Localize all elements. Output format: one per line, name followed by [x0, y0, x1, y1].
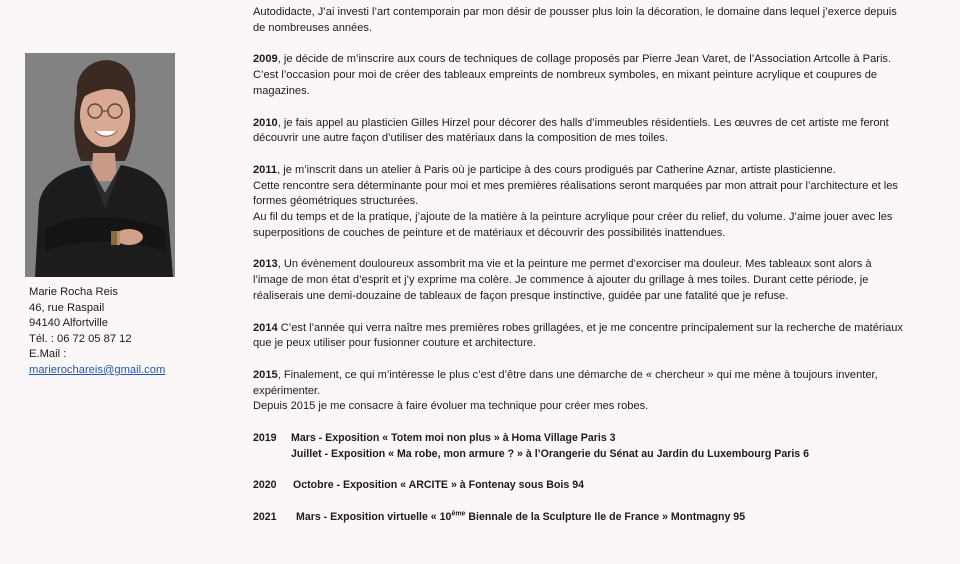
bio-entry-2011: [253, 163, 953, 242]
city-address: 94140 Alfortville: [29, 317, 108, 330]
bio-line: Cette rencontre sera déterminante pour moi et mes premières réalisations seront marquées par mon attrait pour l’architecture et les: [253, 179, 898, 192]
bio-line: l’image de mon état d’esprit et j’y exprime ma colère. Je commence à ajouter du grillage à mes toiles. Durant cette période, je: [253, 274, 869, 287]
bio-line: découvrir une autre façon d’utiliser des matériaux dans la composition de mes toiles.: [253, 132, 668, 145]
expo-year: 2019: [253, 432, 277, 445]
bio-intro-line: de nombreuses années.: [253, 21, 373, 34]
expo-row-2019: [253, 431, 953, 447]
bio-year: 2013: [253, 258, 278, 271]
bio-line: formes géométriques structurées.: [253, 195, 419, 208]
expo-line: Juillet - Exposition « Ma robe, mon armure ? » à l’Orangerie du Sénat au Jardin du Luxembourg Paris 6: [291, 447, 810, 460]
expo-year: 2021: [253, 511, 277, 524]
bio-entry-2009: [253, 52, 953, 99]
bio-line: , je m’inscrit dans un atelier à Paris où je participe à des cours prodigués par Catherine Aznar, artiste plasticienne.: [277, 163, 836, 176]
expositions-list: [253, 431, 953, 526]
bio-line: , je décide de m’inscrire aux cours de techniques de collage proposés par Pierre Jean Varet, de l’Association Artcolle à Paris.: [277, 53, 892, 66]
expo-row-2021: [253, 510, 953, 526]
bio-entry-2015: [253, 368, 953, 415]
expo-line: Mars - Exposition virtuelle « 10ème Biennale de la Sculpture Ile de France » Montmagny 95: [296, 510, 746, 524]
bio-line: réaliserais une demi-douzaine de tableaux de façon presque instinctive, guidée par une fatalité que je refuse.: [253, 289, 789, 302]
bio-entry-2014: [253, 321, 953, 352]
expo-row-2020: [253, 478, 953, 494]
bio-line: , Un évènement douloureux assombrit ma vie et la peinture me permet d’exorciser ma douleur. Mes tableaux sont alors à: [277, 258, 872, 271]
bio-line: superpositions de couches de peinture et de matériaux et découvrir des possibilités inattendues.: [253, 226, 726, 239]
street-address: 46, rue Raspail: [29, 301, 105, 314]
bio-intro-line: Autodidacte, J’ai investi l’art contemporain par mon désir de pousser plus loin la décoration, le domaine dans lequel j’exerce depuis: [253, 6, 897, 18]
bio-line: expérimenter.: [253, 384, 321, 397]
email-label: E.Mail :: [29, 348, 67, 361]
biography: [253, 5, 953, 526]
bio-line: C’est l’occasion pour moi de créer des tableaux empreints de nombreux symboles, en mixant peinture acrylique et coupures de: [253, 69, 878, 82]
portrait-photo: [25, 53, 175, 277]
bio-line: Depuis 2015 je me consacre à faire évoluer ma technique pour créer mes robes.: [253, 400, 649, 413]
bio-line: C’est l’année qui verra naître mes premières robes grillagées, et je me concentre principalement sur la recherche de matériaux: [277, 321, 903, 334]
bio-line: , Finalement, ce qui m’intéresse le plus c’est d’être dans une démarche de « chercheur » qui me mène à toujours inventer,: [277, 368, 878, 381]
expo-line: Mars - Exposition « Totem moi non plus » à Homa Village Paris 3: [291, 432, 616, 445]
bio-year: 2010: [253, 116, 278, 129]
bio-intro: [253, 5, 953, 36]
bio-line: magazines.: [253, 84, 310, 97]
bio-line: , je fais appel au plasticien Gilles Hirzel pour décorer des halls d’immeubles résidentiels. Les œuvres de cet artiste me feront: [277, 116, 889, 129]
bio-line: que je peux utiliser pour fusionner couture et architecture.: [253, 337, 537, 350]
bio-entry-2013: [253, 257, 953, 304]
contact-block: [29, 285, 239, 379]
expo-line: Octobre - Exposition « ARCITE » à Fontenay sous Bois 94: [293, 479, 584, 492]
bio-line: Au fil du temps et de la pratique, j’ajoute de la matière à la peinture acrylique pour créer du relief, du volume. J’aime jouer avec les: [253, 211, 893, 224]
bio-year: 2009: [253, 53, 278, 66]
bio-year: 2014: [253, 321, 278, 334]
phone-number: Tél. : 06 72 05 87 12: [29, 332, 132, 345]
expo-year: 2020: [253, 479, 277, 492]
bio-year: 2015: [253, 368, 278, 381]
bio-entry-2010: [253, 116, 953, 147]
artist-name: Marie Rocha Reis: [29, 286, 118, 298]
expo-row-2019-b: [253, 447, 953, 463]
email-link[interactable]: marierochareis@gmail.com: [29, 363, 166, 376]
bio-year: 2011: [253, 163, 278, 176]
